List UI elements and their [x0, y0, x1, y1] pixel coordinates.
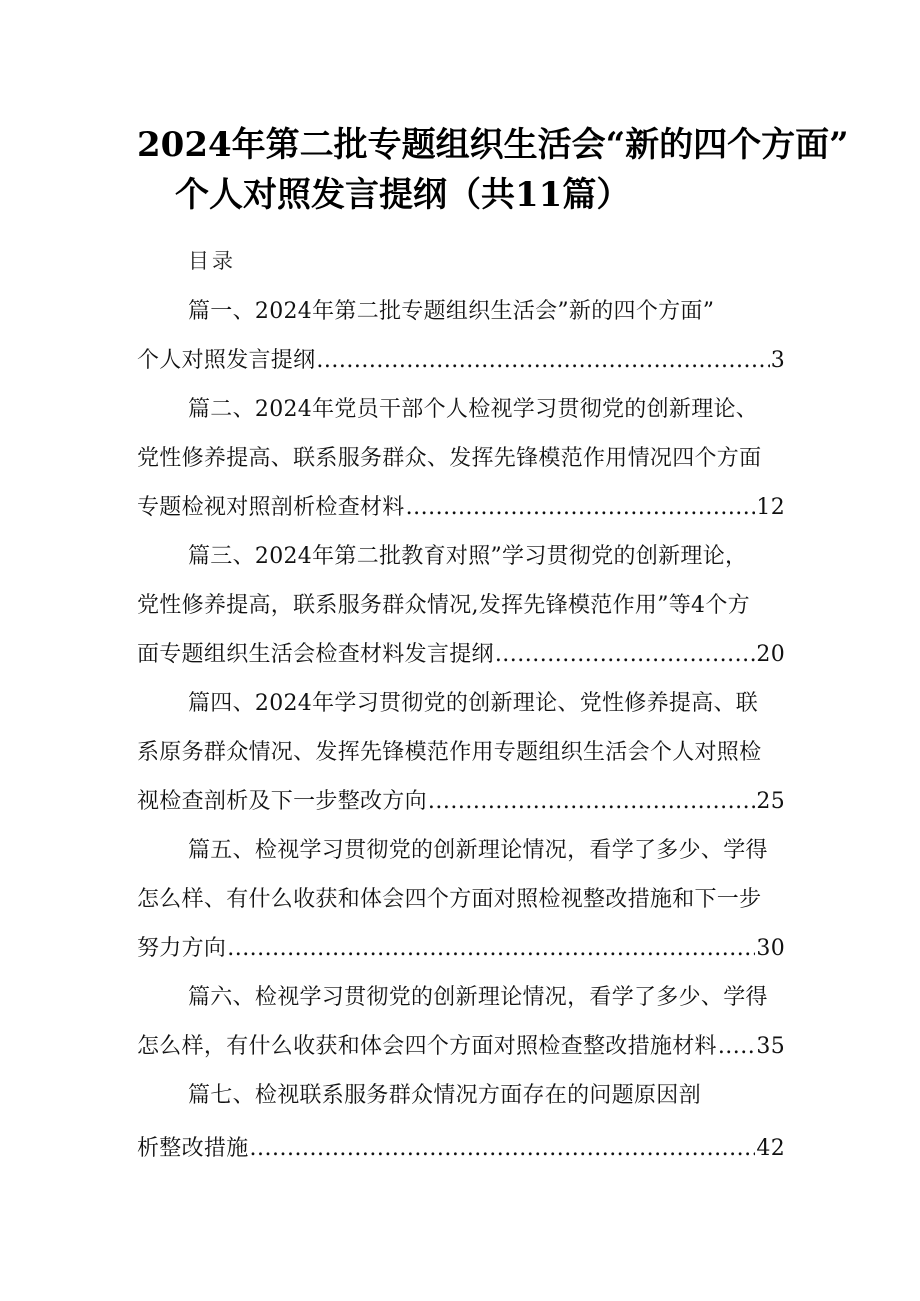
toc-entry-final-text: 面专题组织生活会检查材料发言提纲	[137, 642, 494, 667]
toc-entry-4[interactable]	[137, 679, 785, 826]
toc-entry-line: 篇一、2024年第二批专题组织生活会”新的四个方面”	[188, 299, 715, 324]
toc-entry-line: 怎么样、有什么收获和体会四个方面对照检视整改措施和下一步	[137, 887, 762, 912]
toc-dot-leader	[406, 483, 756, 532]
table-of-contents	[137, 287, 785, 1173]
toc-entry-line: 党性修养提高、联系服务群众、发挥先锋模范作用情况四个方面	[137, 446, 762, 471]
toc-page-number: 42	[756, 1136, 785, 1161]
toc-entry-3[interactable]	[137, 532, 785, 679]
toc-entry-line: 篇三、2024年第二批教育对照”学习贯彻党的创新理论，	[188, 544, 748, 569]
toc-entry-final-text: 努力方向	[137, 936, 227, 961]
toc-page-number: 20	[756, 642, 785, 667]
toc-dot-leader	[227, 924, 755, 973]
toc-entry-final-text: 个人对照发言提纲	[137, 348, 316, 373]
document-title	[0, 120, 920, 220]
toc-entry-5[interactable]	[137, 826, 785, 973]
toc-dot-leader	[718, 1022, 756, 1071]
toc-entry-line: 篇五、检视学习贯彻党的创新理论情况，看学了多少、学得	[188, 838, 768, 863]
toc-dot-leader	[250, 1124, 756, 1173]
toc-dot-leader	[428, 777, 755, 826]
toc-page-number: 30	[756, 936, 785, 961]
toc-page-number: 12	[756, 495, 785, 520]
toc-entry-final-text: 视检查剖析及下一步整改方向	[137, 789, 427, 814]
toc-entry-7[interactable]	[137, 1071, 785, 1173]
toc-entry-final-text: 怎么样，有什么收获和体会四个方面对照检查整改措施材料	[137, 1034, 717, 1059]
toc-page-number: 35	[756, 1034, 785, 1059]
title-line-2: 个人对照发言提纲（共11篇）	[175, 175, 631, 215]
toc-entry-6[interactable]	[137, 973, 785, 1071]
toc-entry-line: 党性修养提高，联系服务群众情况,发挥先锋模范作用”等4个方	[137, 593, 750, 618]
toc-page-number: 3	[770, 348, 785, 373]
toc-dot-leader	[316, 336, 769, 385]
toc-entry-line: 篇七、检视联系服务群众情况方面存在的问题原因剖	[188, 1083, 701, 1108]
toc-entry-line: 系原务群众情况、发挥先锋模范作用专题组织生活会个人对照检	[137, 740, 762, 765]
toc-dot-leader	[495, 630, 756, 679]
toc-entry-final-text: 专题检视对照剖析检查材料	[137, 495, 405, 520]
toc-entry-line: 篇四、2024年学习贯彻党的创新理论、党性修养提高、联	[188, 691, 759, 716]
toc-heading: 目录	[188, 249, 236, 273]
toc-page-number: 25	[756, 789, 785, 814]
toc-entry-1[interactable]	[137, 287, 785, 385]
title-line-1: 2024年第二批专题组织生活会“新的四个方面”	[137, 125, 849, 165]
toc-entry-line: 篇六、检视学习贯彻党的创新理论情况，看学了多少、学得	[188, 985, 768, 1010]
toc-entry-line: 篇二、2024年党员干部个人检视学习贯彻党的创新理论、	[188, 397, 759, 422]
toc-entry-final-text: 析整改措施	[137, 1136, 249, 1161]
toc-entry-2[interactable]	[137, 385, 785, 532]
